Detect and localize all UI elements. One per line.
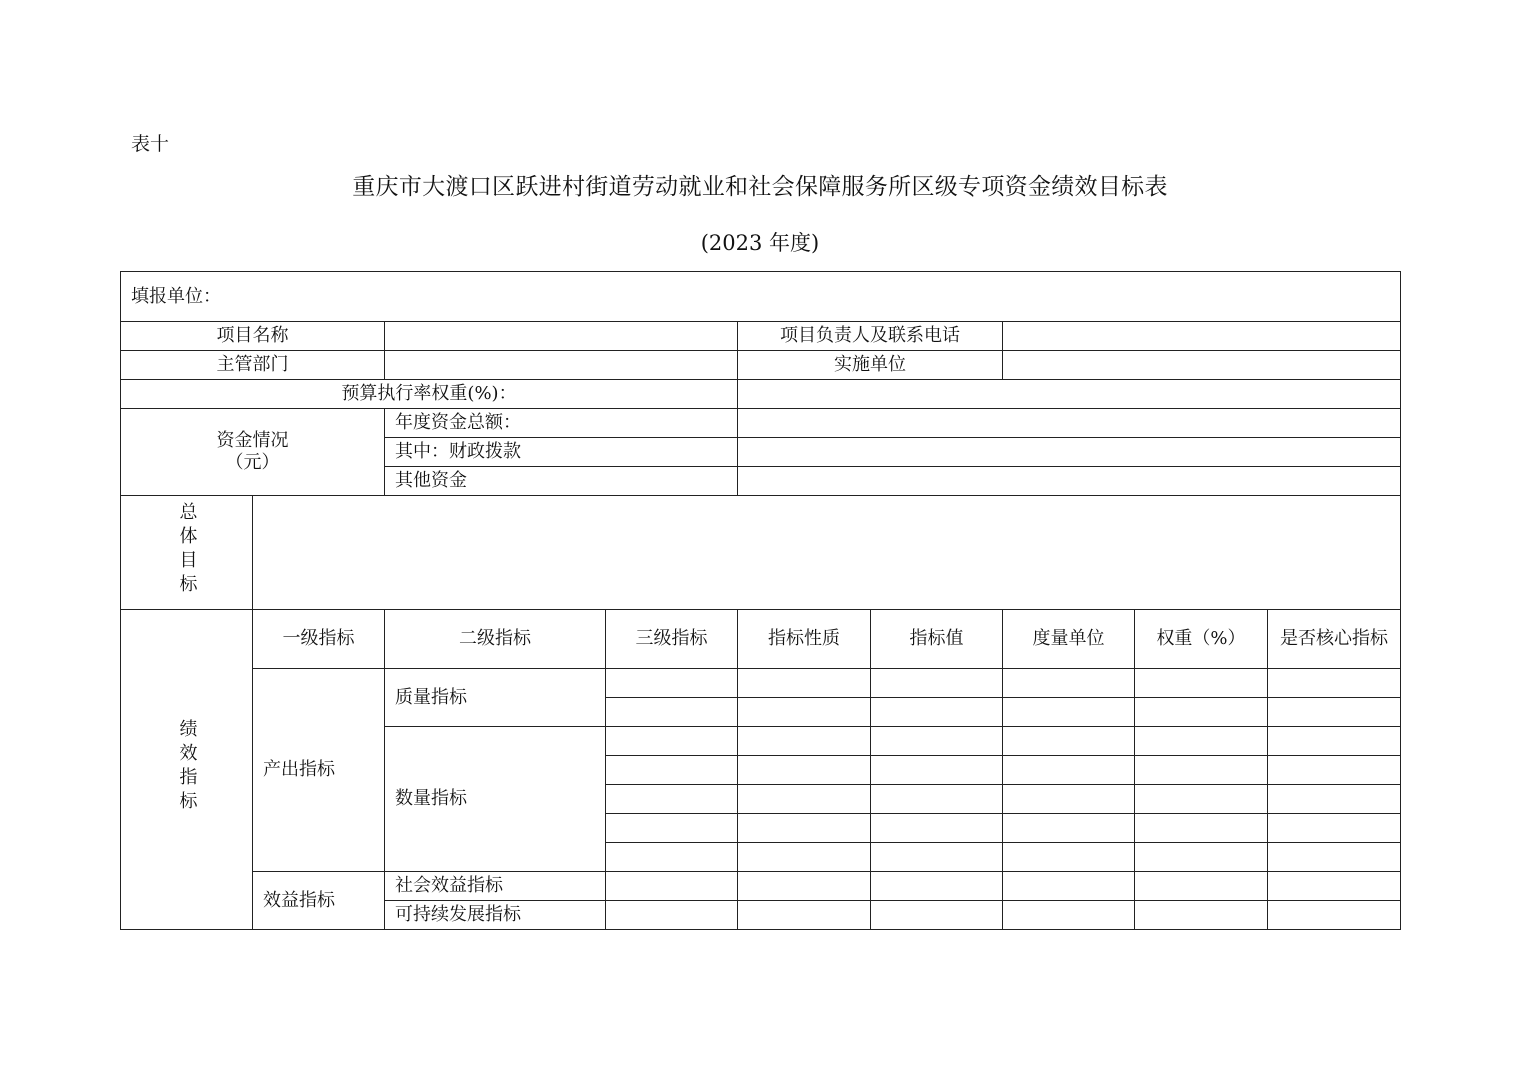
table-cell — [1268, 785, 1401, 814]
table-cell — [1135, 785, 1268, 814]
document-year: (2023 年度) — [700, 231, 820, 255]
table-cell — [1268, 756, 1401, 785]
benefit-indicator-label: 效益指标 — [253, 872, 385, 930]
document-title: 重庆市大渡口区跃进村街道劳动就业和社会保障服务所区级专项资金绩效目标表 — [352, 174, 1168, 200]
table-cell — [738, 872, 871, 901]
table-cell — [871, 756, 1003, 785]
table-cell — [738, 756, 871, 785]
overall-goal-label-cell — [121, 496, 253, 610]
table-cell — [606, 698, 738, 727]
annual-total-label: 年度资金总额： — [385, 409, 738, 438]
performance-label: 绩效指标 — [176, 718, 198, 815]
table-label: 表十 — [131, 133, 170, 155]
table-cell — [1135, 698, 1268, 727]
table-cell — [871, 698, 1003, 727]
table-cell — [871, 814, 1003, 843]
table-cell — [1135, 872, 1268, 901]
project-name-value — [385, 322, 738, 351]
table-cell — [1135, 843, 1268, 872]
table-cell — [871, 785, 1003, 814]
sustainable-indicator-label: 可持续发展指标 — [385, 901, 606, 930]
table-cell — [606, 872, 738, 901]
funding-label: 资金情况 — [216, 430, 289, 451]
table-cell — [1135, 901, 1268, 930]
header-nature: 指标性质 — [738, 610, 871, 669]
table-cell — [1003, 727, 1135, 756]
header-value: 指标值 — [871, 610, 1003, 669]
output-indicator-label: 产出指标 — [253, 669, 385, 872]
social-indicator-label: 社会效益指标 — [385, 872, 606, 901]
other-funds-value — [738, 467, 1401, 496]
table-cell — [606, 785, 738, 814]
table-cell — [1268, 727, 1401, 756]
table-cell — [1003, 698, 1135, 727]
table-cell — [738, 669, 871, 698]
table-cell — [1135, 727, 1268, 756]
project-leader-label: 项目负责人及联系电话 — [738, 322, 1003, 351]
table-cell — [1135, 814, 1268, 843]
table-cell — [871, 901, 1003, 930]
table-cell — [1135, 756, 1268, 785]
performance-label-cell — [121, 610, 253, 930]
table-cell — [1003, 843, 1135, 872]
table-cell — [606, 901, 738, 930]
table-cell — [738, 814, 871, 843]
table-cell — [871, 669, 1003, 698]
fill-unit-label: 填报单位： — [121, 272, 1401, 322]
table-cell — [871, 843, 1003, 872]
table-cell — [871, 727, 1003, 756]
budget-rate-label: 预算执行率权重(%)： — [121, 380, 738, 409]
header-core: 是否核心指标 — [1268, 610, 1401, 669]
quality-indicator-label: 质量指标 — [385, 669, 606, 727]
funding-label-cell — [121, 409, 385, 496]
quantity-indicator-label: 数量指标 — [385, 727, 606, 872]
header-weight: 权重（%） — [1135, 610, 1268, 669]
table-cell — [606, 814, 738, 843]
table-cell — [1268, 814, 1401, 843]
header-level1: 一级指标 — [253, 610, 385, 669]
table-cell — [738, 901, 871, 930]
table-cell — [606, 843, 738, 872]
table-cell — [738, 727, 871, 756]
table-cell — [606, 727, 738, 756]
table-cell — [738, 843, 871, 872]
performance-target-table — [120, 271, 1401, 930]
header-level3: 三级指标 — [606, 610, 738, 669]
project-leader-value — [1003, 322, 1401, 351]
table-cell — [1268, 872, 1401, 901]
other-funds-label: 其他资金 — [385, 467, 738, 496]
table-cell — [1135, 669, 1268, 698]
project-name-label: 项目名称 — [121, 322, 385, 351]
overall-goal-value — [253, 496, 1401, 610]
table-cell — [1003, 872, 1135, 901]
table-cell — [606, 756, 738, 785]
budget-rate-value — [738, 380, 1401, 409]
table-cell — [1268, 698, 1401, 727]
funding-unit: （元） — [225, 452, 280, 473]
table-cell — [1003, 901, 1135, 930]
table-cell — [1003, 785, 1135, 814]
supervisor-label: 主管部门 — [121, 351, 385, 380]
overall-goal-label: 总体目标 — [176, 501, 198, 598]
header-level2: 二级指标 — [385, 610, 606, 669]
table-cell — [1003, 814, 1135, 843]
table-cell — [1268, 901, 1401, 930]
fiscal-value — [738, 438, 1401, 467]
table-cell — [606, 669, 738, 698]
table-cell — [738, 785, 871, 814]
implementer-label: 实施单位 — [738, 351, 1003, 380]
table-cell — [1003, 756, 1135, 785]
fiscal-label: 其中：财政拨款 — [385, 438, 738, 467]
implementer-value — [1003, 351, 1401, 380]
table-cell — [1003, 669, 1135, 698]
table-cell — [738, 698, 871, 727]
annual-total-value — [738, 409, 1401, 438]
table-cell — [1268, 669, 1401, 698]
supervisor-value — [385, 351, 738, 380]
table-cell — [1268, 843, 1401, 872]
header-unit: 度量单位 — [1003, 610, 1135, 669]
table-cell — [871, 872, 1003, 901]
